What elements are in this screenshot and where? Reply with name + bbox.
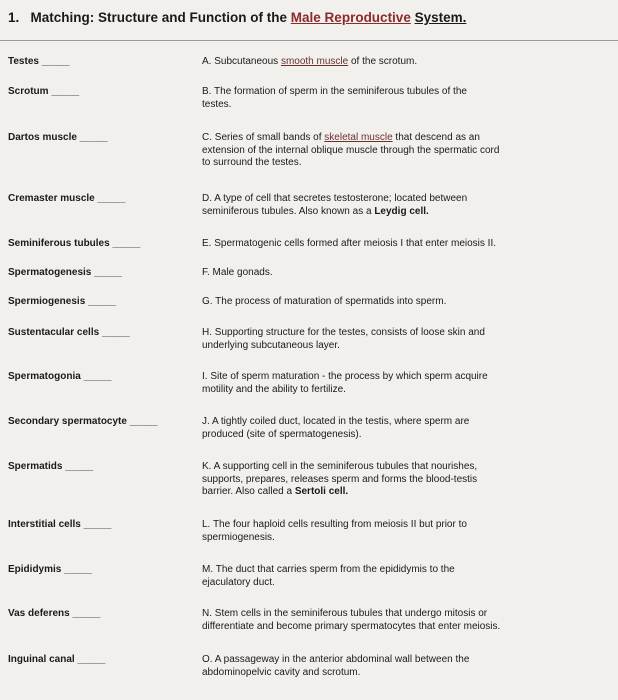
term-spermatogenesis: Spermatogenesis _____: [8, 267, 122, 278]
answer-blank[interactable]: _____: [83, 519, 112, 530]
divider: [0, 40, 618, 41]
answer-blank[interactable]: _____: [72, 608, 101, 619]
definition-n: N. Stem cells in the seminiferous tubules that undergo mitosis or differentiate and become primary spermatocytes that enter meiosis.: [202, 608, 501, 632]
answer-blank[interactable]: _____: [88, 296, 116, 307]
term-secondary-spermatocyte: Secondary spermatocyte _____: [8, 416, 158, 427]
answer-blank[interactable]: _____: [97, 193, 126, 204]
answer-blank[interactable]: _____: [94, 267, 122, 278]
question-number: 1.: [8, 10, 20, 25]
definition-i: I. Site of sperm maturation - the process by which sperm acquire motility and the ability to fertilize.: [202, 371, 488, 395]
term-cremaster-muscle: Cremaster muscle _____: [8, 193, 126, 204]
definition-c: C. Series of small bands of skeletal muscle that descend as an extension of the internal oblique muscle through the spermatic cord to surround the testes.: [202, 132, 500, 168]
answer-blank[interactable]: _____: [77, 654, 106, 665]
answer-blank[interactable]: _____: [64, 564, 92, 575]
answer-blank[interactable]: _____: [129, 416, 158, 427]
title-text: Matching: Structure and Function of the: [30, 10, 288, 25]
answer-blank[interactable]: _____: [101, 327, 130, 338]
definition-e: E. Spermatogenic cells formed after meiosis I that enter meiosis II.: [202, 238, 497, 249]
term-vas-deferens: Vas deferens _____: [8, 608, 101, 619]
answer-blank[interactable]: _____: [65, 461, 94, 472]
answer-blank[interactable]: _____: [112, 238, 141, 249]
definition-j: J. A tightly coiled duct, located in the testis, where sperm are produced (site of spermatogenesis).: [202, 416, 470, 440]
term-interstitial-cells: Interstitial cells _____: [8, 519, 112, 530]
term-spermiogenesis: Spermiogenesis _____: [8, 296, 116, 307]
definition-f: F. Male gonads.: [202, 267, 273, 278]
definition-m: M. The duct that carries sperm from the epididymis to the ejaculatory duct.: [202, 564, 455, 588]
term-scrotum: Scrotum _____: [8, 86, 80, 97]
answer-blank[interactable]: _____: [41, 56, 70, 67]
title-highlight: Male Reproductive: [290, 10, 411, 25]
term-spermatogonia: Spermatogonia _____: [8, 371, 112, 382]
definition-o: O. A passageway in the anterior abdominal wall between the abdominopelvic cavity and scrotum.: [202, 654, 470, 678]
term-dartos-muscle: Dartos muscle _____: [8, 132, 108, 143]
definition-h: H. Supporting structure for the testes, consists of loose skin and underlying subcutaneous layer.: [202, 327, 485, 351]
answer-blank[interactable]: _____: [79, 132, 108, 143]
term-seminiferous-tubules: Seminiferous tubules _____: [8, 238, 141, 249]
answer-blank[interactable]: _____: [51, 86, 80, 97]
definition-a: A. Subcutaneous smooth muscle of the scrotum.: [202, 56, 418, 67]
definition-b: B. The formation of sperm in the seminiferous tubules of the testes.: [202, 86, 467, 110]
definition-g: G. The process of maturation of spermatids into sperm.: [202, 296, 447, 307]
definition-d: D. A type of cell that secretes testosterone; located between seminiferous tubules. Also known as a Leydig cell.: [202, 193, 468, 217]
answer-blank[interactable]: _____: [83, 371, 112, 382]
page-title: [8, 10, 466, 25]
term-testes: Testes _____: [8, 56, 70, 67]
term-spermatids: Spermatids _____: [8, 461, 94, 472]
term-epididymis: Epididymis _____: [8, 564, 92, 575]
definition-k: K. A supporting cell in the seminiferous tubules that nourishes, supports, prepares, releases sperm and forms the blood-testis barrier. Also called a Sertoli cell.: [202, 461, 478, 497]
term-inguinal-canal: Inguinal canal _____: [8, 654, 106, 665]
definition-l: L. The four haploid cells resulting from meiosis II but prior to spermiogenesis.: [202, 519, 467, 543]
title-last-word: System.: [414, 10, 467, 25]
term-sustentacular-cells: Sustentacular cells _____: [8, 327, 130, 338]
